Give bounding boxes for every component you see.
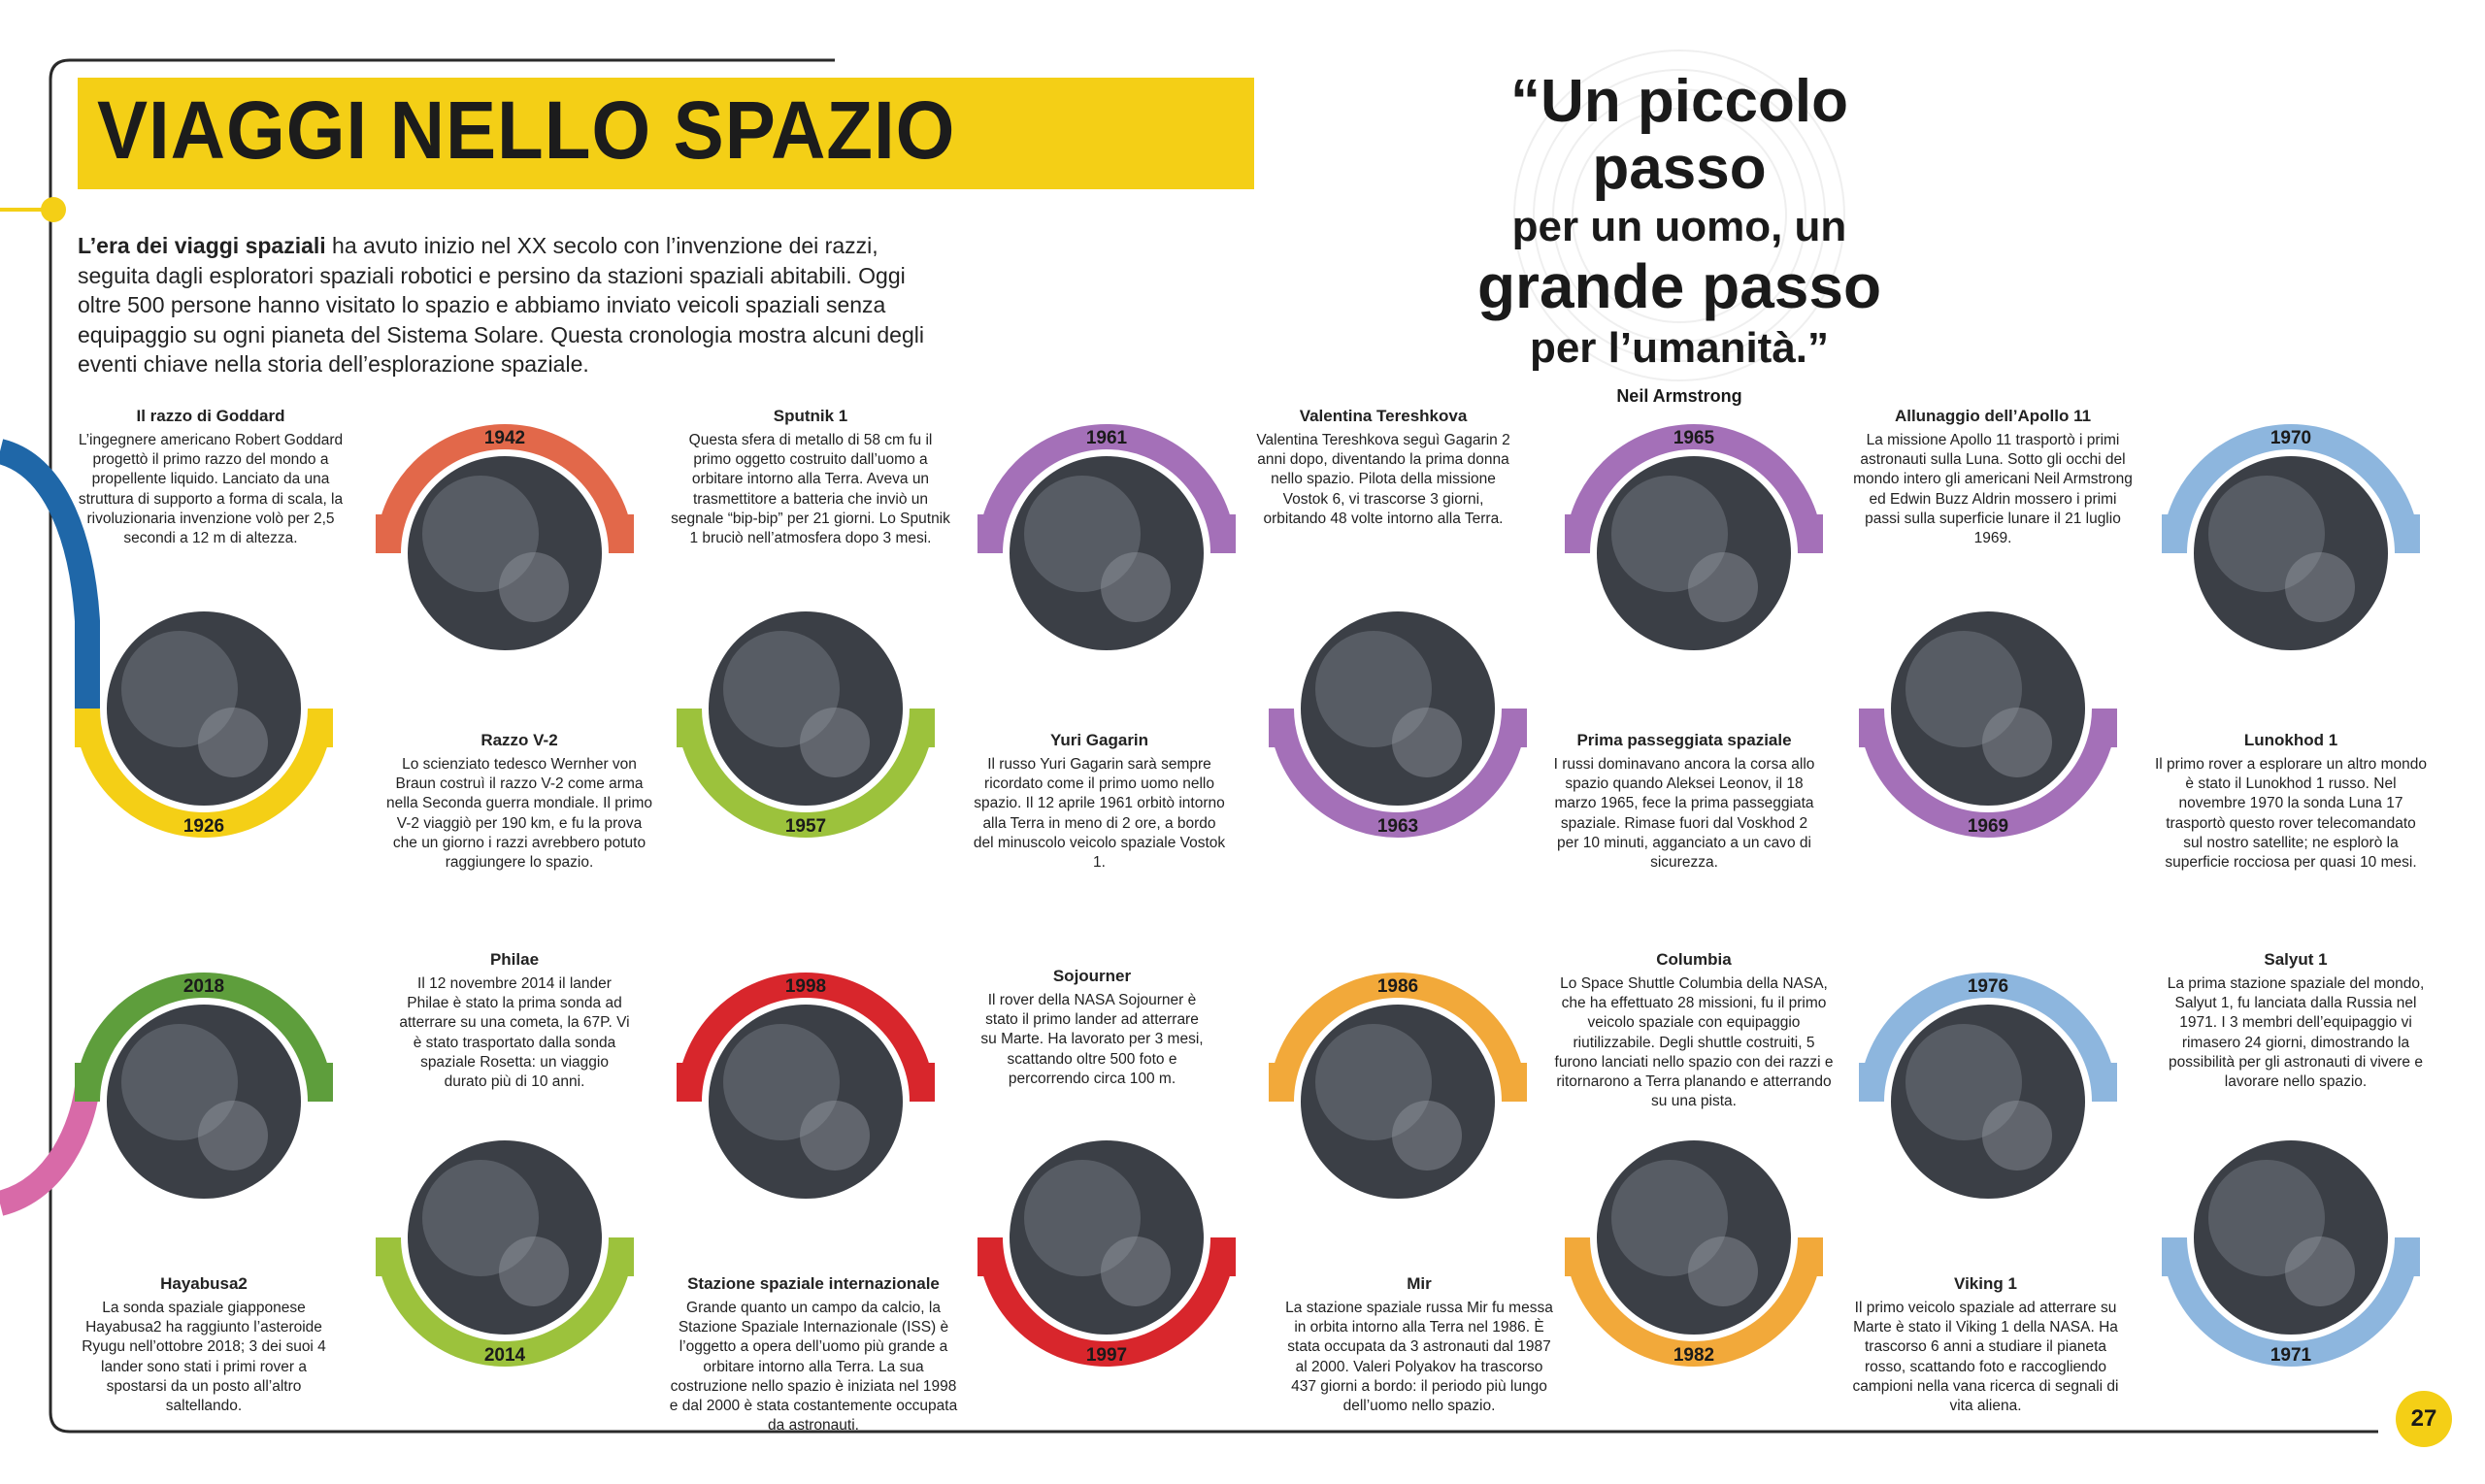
- v2-rocket-photo: [402, 450, 608, 656]
- event-year: 1969: [1967, 816, 2009, 837]
- event-mir: Mir La stazione spaziale russa Mir fu messa in orbita intorno alla Terra nel 1986. È stata occupata da 3 astronauti dal 1987 al 2000. Valeri Polyakov ha trascorso 437 giorni a bordo: il periodo più lungo dell’uomo nello spazio.: [1285, 1274, 1553, 1414]
- leonov-photo: [1591, 450, 1797, 656]
- event-tereshkova: Valentina Tereshkova Valentina Tereshkova seguì Gagarin 2 anni dopo, diventando la prima donna nello spazio. Pilota della missione Vostok 6, vi trascorse 3 giorni, orbitando 48 volte intorno alla Terra.: [1256, 407, 1510, 527]
- event-philae: Philae Il 12 novembre 2014 il lander Philae è stato la prima sonda ad atterrare su una cometa, la 67P. Vi è stato trasportato dalla sonda spaziale Rosetta: un viaggio durato più di 10 anni.: [399, 950, 630, 1090]
- event-year: 2014: [483, 1345, 526, 1366]
- event-sojourner: Sojourner Il rover della NASA Sojourner è stato il primo lander ad atterrare su Marte. Ha lavorato per 3 mesi, scattando oltre 500 foto e percorrendo circa 100 m.: [980, 967, 1204, 1087]
- apollo11-photo: [1885, 606, 2091, 811]
- event-sputnik: Sputnik 1 Questa sfera di metallo di 58 cm fu il primo oggetto costruito dall’uomo a orbitare intorno alla Terra. Aveva un trasmettitore a batteria che inviò un segnale “bip-bip” per 21 giorni. Lo Sputnik 1 bruciò nell’atmosfera dopo 3 mesi.: [671, 407, 950, 546]
- event-year: 1986: [1376, 976, 1419, 997]
- timeline-start-dot: [41, 197, 66, 222]
- event-year: 1963: [1376, 816, 1419, 837]
- quote-line-2: per un uomo, un: [1511, 202, 1847, 250]
- event-goddard: Il razzo di Goddard L’ingegnere americano Robert Goddard progettò il primo razzo del mondo a propellente liquido. Lanciato da una struttura di supporto a forma di scala, la rivoluzionaria invenzione volò per 2,5 secondi a 12 m di altezza.: [78, 407, 344, 546]
- quote-line-4: per l’umanità.”: [1529, 324, 1830, 373]
- quote-line-3: grande passo: [1476, 251, 1882, 322]
- event-year: 1957: [784, 816, 827, 837]
- event-year: 1970: [2270, 428, 2312, 448]
- intro-lead: L’era dei viaggi spaziali: [78, 233, 326, 258]
- mir-photo: [1295, 999, 1501, 1204]
- sputnik-photo: [703, 606, 909, 811]
- columbia-photo: [1591, 1135, 1797, 1340]
- viking-photo: [1885, 999, 2091, 1204]
- tereshkova-photo: [1295, 606, 1501, 811]
- event-lunokhod: Lunokhod 1 Il primo rover a esplorare un altro mondo è stato il Lunokhod 1 russo. Nel novembre 1970 la sonda Luna 17 trasportò questo rover telecomandato sul nostro satellite; ne esplorò la superficie rocciosa per quasi 10 mesi.: [2155, 731, 2427, 871]
- event-year: 1965: [1673, 428, 1715, 448]
- quote-author: Neil Armstrong: [1616, 385, 1742, 406]
- event-year: 1982: [1673, 1345, 1715, 1366]
- page-title: VIAGGI NELLO SPAZIO: [97, 84, 956, 176]
- event-year: 1976: [1967, 976, 2009, 997]
- event-apollo11: Allunaggio dell’Apollo 11 La missione Apollo 11 trasportò i primi astronauti sulla Luna. Sotto gli occhi del mondo intero gli americani Neil Armstrong ed Edwin Buzz Aldrin mossero i primi passi sulla superficie lunare il 21 luglio 1969.: [1853, 407, 2133, 546]
- iss-photo: [703, 999, 909, 1204]
- event-year: 1942: [483, 428, 526, 448]
- intro-text: ha avuto inizio nel XX secolo con l’invenzione dei razzi, seguita dagli esploratori spaziali robotici e persino da stazioni spaziali abitabili. Oggi oltre 500 persone hanno visitato lo spazio e abbiamo inviato veicoli spaziali senza equipaggio su ogni pianeta del Sistema Solare. Questa cronologia mostra alcuni degli eventi chiave nella storia dell’esplorazione spaziale.: [78, 233, 924, 378]
- intro-paragraph: [78, 231, 932, 379]
- goddard-rocket-photo: [101, 606, 307, 811]
- event-year: 1961: [1085, 428, 1128, 448]
- page-number: 27: [2396, 1391, 2452, 1447]
- event-year: 1971: [2270, 1345, 2312, 1366]
- event-columbia: Columbia Lo Space Shuttle Columbia della NASA, che ha effettuato 28 missioni, fu il primo veicolo spaziale con equipaggio riutilizzabile. Degli shuttle costruiti, 5 furono lanciati nello spazio con dei razzi e ritornarono a Terra planando e atterrando su una pista.: [1554, 950, 1834, 1109]
- event-year: 1998: [784, 976, 827, 997]
- event-v2: Razzo V-2 Lo scienziato tedesco Wernher von Braun costruì il razzo V-2 come arma nella Seconda guerra mondiale. Il primo V-2 viaggiò per 190 km, e fu la prova che un giorno i razzi avrebbero potuto raggiungere lo spazio.: [386, 731, 652, 871]
- gagarin-photo: [1004, 450, 1209, 656]
- event-hayabusa2: Hayabusa2 La sonda spaziale giapponese Hayabusa2 ha raggiunto l’asteroide Ryugu nell’ottobre 2018; 3 dei suoi 4 lander sono stati i primi rover a spostarsi da un posto all’altro saltellando.: [82, 1274, 326, 1414]
- event-year: 1926: [182, 816, 225, 837]
- armstrong-quote: [1427, 68, 1932, 407]
- event-salyut: Salyut 1 La prima stazione spaziale del mondo, Salyut 1, fu lanciata dalla Russia nel 1971. I 3 membri dell’equipaggio vi rimasero 24 giorni, dimostrando la possibilità per gli astronauti di vivere e lavorare nello spazio.: [2167, 950, 2425, 1090]
- sojourner-photo: [1004, 1135, 1209, 1340]
- philae-photo: [402, 1135, 608, 1340]
- event-spacewalk: Prima passeggiata spaziale I russi dominavano ancora la corsa allo spazio quando Aleksei Leonov, il 18 marzo 1965, fece la prima passeggiata spaziale. Rimase fuori dal Voskhod 2 per 10 minuti, agganciato a un cavo di sicurezza.: [1553, 731, 1815, 871]
- event-gagarin: Yuri Gagarin Il russo Yuri Gagarin sarà sempre ricordato come il primo uomo nello spazio. Il 12 aprile 1961 orbitò intorno alla Terra in meno di 2 ore, a bordo del minuscolo veicolo spaziale Vostok 1.: [973, 731, 1226, 871]
- timeline-exit-curve: [0, 1087, 87, 1204]
- quote-line-1: “Un piccolo passo: [1510, 68, 1848, 203]
- event-viking: Viking 1 Il primo veicolo spaziale ad atterrare su Marte è stato il Viking 1 della NASA. Ha trascorso 6 anni a studiare il pianeta rosso, scattando foto e raccogliendo campioni nella vana ricerca di segnali di vita aliena.: [1852, 1274, 2119, 1414]
- event-iss: Stazione spaziale internazionale Grande quanto un campo da calcio, la Stazione Spaziale Internazionale (ISS) è l’oggetto a opera dell’uomo più grande a orbitare intorno alla Terra. La sua costruzione nello spazio è iniziata nel 1998 e dal 2000 è stata costantemente occupata da astronauti.: [669, 1274, 958, 1434]
- salyut-photo: [2188, 1135, 2394, 1340]
- timeline-photos: [101, 450, 2394, 1340]
- lunokhod-photo: [2188, 450, 2394, 656]
- event-year: 2018: [182, 976, 225, 997]
- event-year: 1997: [1085, 1345, 1128, 1366]
- hayabusa2-photo: [101, 999, 307, 1204]
